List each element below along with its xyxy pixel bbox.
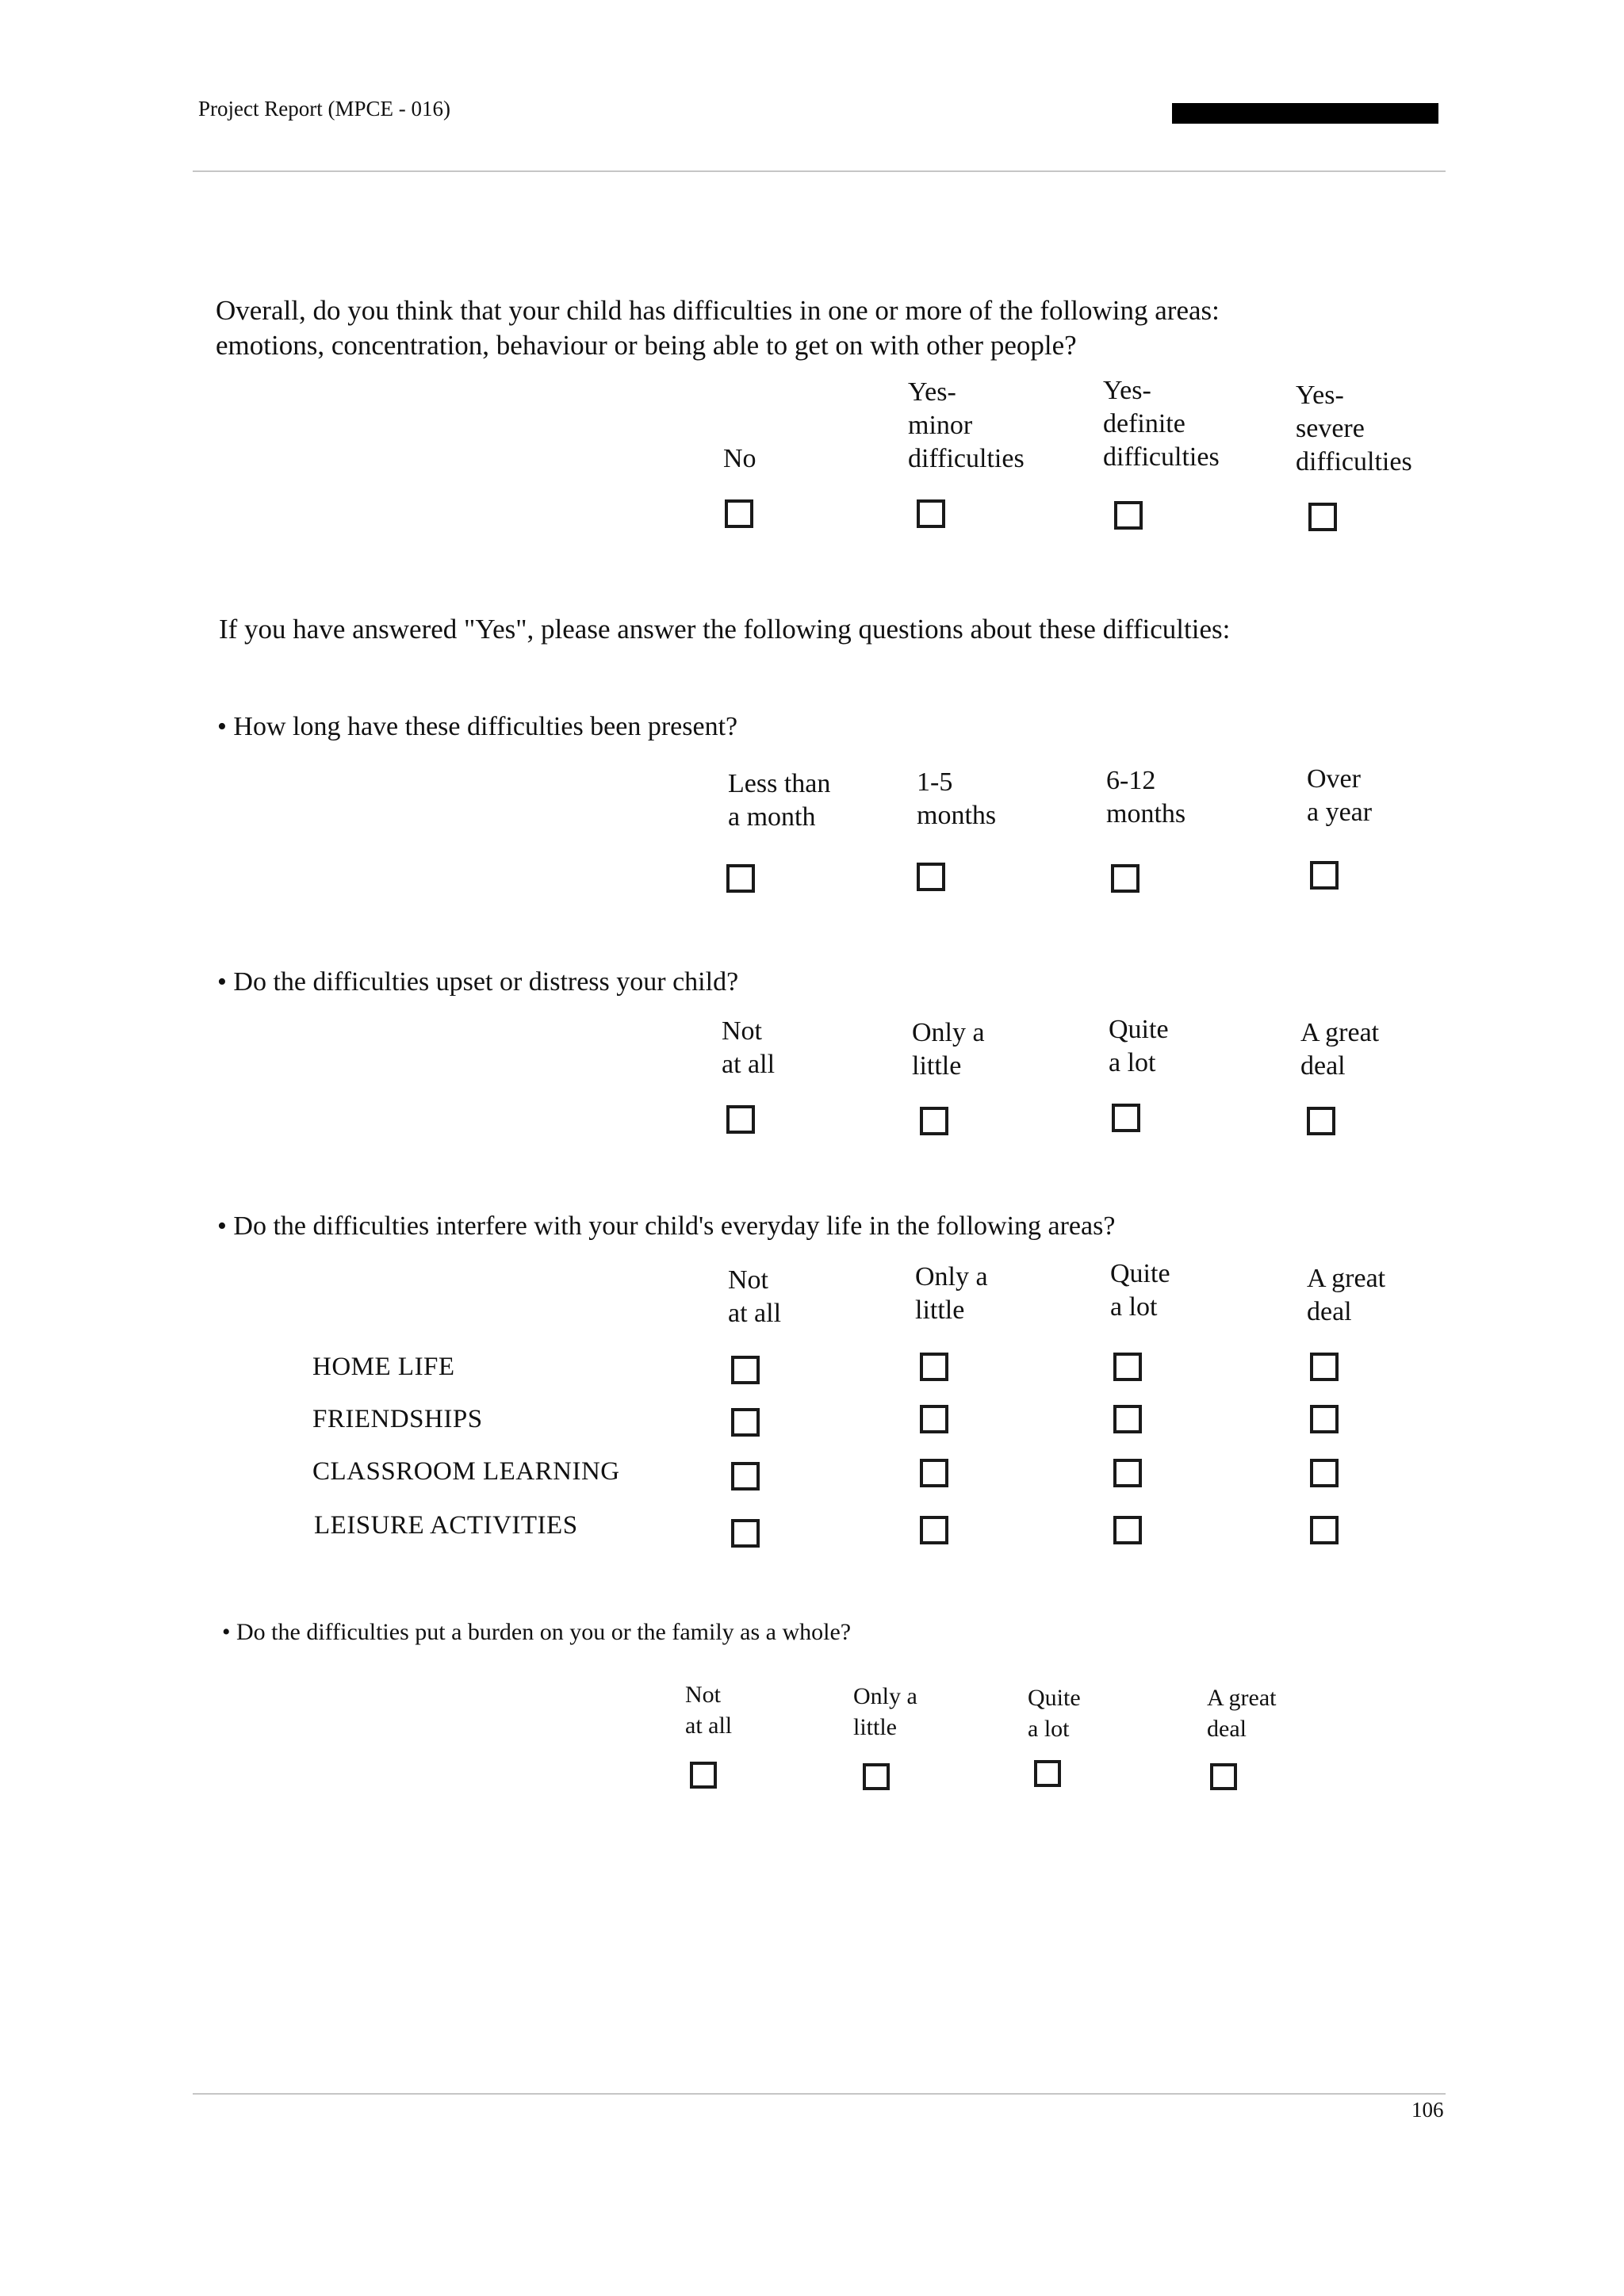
q4-classroom-checkbox-quite-a-lot[interactable] bbox=[1113, 1459, 1142, 1487]
footer-rule bbox=[193, 2093, 1446, 2095]
q4-leisure-checkbox-quite-a-lot[interactable] bbox=[1113, 1516, 1142, 1544]
q4-row-label-home-life: HOME LIFE bbox=[312, 1353, 455, 1381]
q4-friendships-checkbox-quite-a-lot[interactable] bbox=[1113, 1405, 1142, 1433]
q2-option-label: Less than a month bbox=[728, 769, 831, 832]
q5-option-label: Quite a lot bbox=[1028, 1685, 1081, 1742]
q5-checkbox-great-deal[interactable] bbox=[1210, 1763, 1237, 1790]
q2-option-label: Over a year bbox=[1307, 764, 1373, 827]
q3-option-label: Quite a lot bbox=[1109, 1015, 1169, 1077]
q3-checkbox-only-a-little[interactable] bbox=[920, 1107, 948, 1135]
q3-checkbox-not-at-all[interactable] bbox=[726, 1105, 755, 1134]
q5-option-label: Not at all bbox=[685, 1682, 733, 1739]
q3-option-label: Not at all bbox=[722, 1016, 776, 1079]
q2-option-label: 6-12 months bbox=[1106, 766, 1186, 828]
q1-checkbox-definite[interactable] bbox=[1114, 501, 1143, 530]
header-rule bbox=[193, 170, 1446, 172]
q5-checkbox-only-a-little[interactable] bbox=[863, 1763, 890, 1790]
q4-home-life-checkbox-quite-a-lot[interactable] bbox=[1113, 1353, 1142, 1381]
q3-checkbox-great-deal[interactable] bbox=[1307, 1107, 1335, 1135]
q4-row-label-friendships: FRIENDSHIPS bbox=[312, 1405, 483, 1433]
q4-friendships-checkbox-only-a-little[interactable] bbox=[920, 1405, 948, 1433]
q1-checkbox-severe[interactable] bbox=[1308, 503, 1337, 531]
q4-home-life-checkbox-only-a-little[interactable] bbox=[920, 1353, 948, 1381]
q4-option-label: Not at all bbox=[728, 1265, 782, 1328]
page-number: 106 bbox=[1411, 2098, 1444, 2122]
q4-friendships-checkbox-not-at-all[interactable] bbox=[731, 1408, 760, 1437]
q4-home-life-checkbox-great-deal[interactable] bbox=[1310, 1353, 1339, 1381]
q5-checkbox-not-at-all[interactable] bbox=[690, 1762, 717, 1789]
bullet: • bbox=[217, 967, 227, 997]
q4-leisure-checkbox-not-at-all[interactable] bbox=[731, 1519, 760, 1548]
q4-classroom-checkbox-only-a-little[interactable] bbox=[920, 1459, 948, 1487]
q5-option-label: Only a little bbox=[853, 1683, 917, 1740]
bullet: • bbox=[222, 1619, 231, 1645]
q4-option-label: Only a little bbox=[915, 1262, 988, 1325]
q1-text-line1: Overall, do you think that your child has difficulties in one or more of the following areas: bbox=[216, 295, 1220, 326]
q1-checkbox-minor[interactable] bbox=[917, 499, 945, 528]
bullet: • bbox=[217, 712, 227, 741]
q2-checkbox-less-than-month[interactable] bbox=[726, 864, 755, 893]
q4-row-label-leisure-activities: LEISURE ACTIVITIES bbox=[314, 1511, 578, 1540]
q5-question: • Do the difficulties put a burden on you or the family as a whole? bbox=[222, 1619, 852, 1645]
q1-checkbox-no[interactable] bbox=[725, 499, 753, 528]
q1-option-label: Yes- definite difficulties bbox=[1103, 376, 1220, 472]
header-title: Project Report (MPCE - 016) bbox=[198, 97, 450, 121]
q2-checkbox-1-5-months[interactable] bbox=[917, 863, 945, 891]
q5-option-label: A great deal bbox=[1207, 1685, 1277, 1742]
q3-question: • Do the difficulties upset or distress your child? bbox=[217, 967, 739, 997]
followup-intro: If you have answered "Yes", please answer the following questions about these difficulties: bbox=[219, 614, 1231, 645]
q3-option-label: A great deal bbox=[1300, 1018, 1380, 1081]
q3-checkbox-quite-a-lot[interactable] bbox=[1112, 1104, 1140, 1132]
bullet: • bbox=[217, 1211, 227, 1241]
redaction-bar bbox=[1172, 103, 1438, 124]
q4-option-label: Quite a lot bbox=[1110, 1259, 1170, 1322]
q4-leisure-checkbox-only-a-little[interactable] bbox=[920, 1516, 948, 1544]
q4-friendships-checkbox-great-deal[interactable] bbox=[1310, 1405, 1339, 1433]
q1-option-label: Yes- severe difficulties bbox=[1296, 381, 1412, 476]
q4-home-life-checkbox-not-at-all[interactable] bbox=[731, 1356, 760, 1384]
q4-row-label-classroom-learning: CLASSROOM LEARNING bbox=[312, 1457, 620, 1486]
q5-checkbox-quite-a-lot[interactable] bbox=[1034, 1760, 1061, 1787]
q4-classroom-checkbox-great-deal[interactable] bbox=[1310, 1459, 1339, 1487]
q2-option-label: 1-5 months bbox=[917, 767, 997, 830]
q2-question: • How long have these difficulties been present? bbox=[217, 712, 738, 741]
q2-checkbox-over-year[interactable] bbox=[1310, 861, 1339, 890]
q2-checkbox-6-12-months[interactable] bbox=[1111, 864, 1139, 893]
q1-option-label: Yes- minor difficulties bbox=[908, 377, 1025, 473]
q4-option-label: A great deal bbox=[1307, 1264, 1386, 1326]
q4-classroom-checkbox-not-at-all[interactable] bbox=[731, 1462, 760, 1490]
q4-leisure-checkbox-great-deal[interactable] bbox=[1310, 1516, 1339, 1544]
q4-question: • Do the difficulties interfere with your child's everyday life in the following areas? bbox=[217, 1211, 1116, 1241]
q1-option-label: No bbox=[723, 444, 756, 473]
q1-text-line2: emotions, concentration, behaviour or being able to get on with other people? bbox=[216, 330, 1077, 361]
q3-option-label: Only a little bbox=[912, 1018, 985, 1081]
